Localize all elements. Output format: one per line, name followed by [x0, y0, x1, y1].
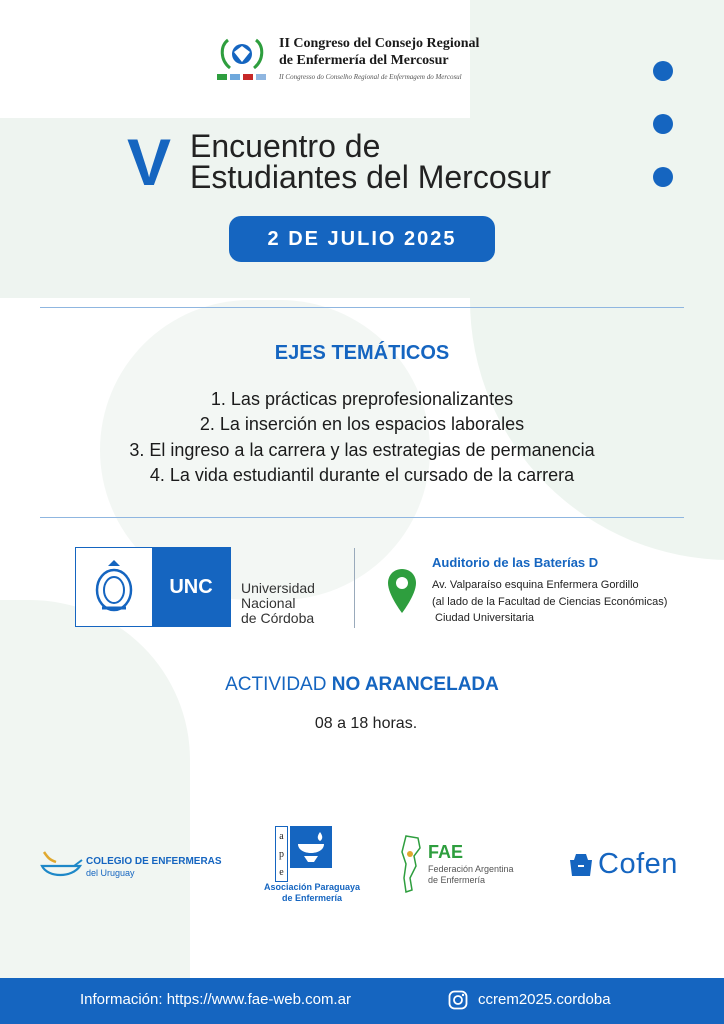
- unc-logo: [75, 547, 231, 627]
- fae-logo: [396, 834, 526, 896]
- footer-info-link[interactable]: Información: https://www.fae-web.com.ar: [80, 991, 351, 1008]
- date-badge: [229, 216, 495, 262]
- theme-item-3: 3. El ingreso a la carrera y las estrategias de permanencia: [129, 440, 595, 460]
- university-name-line1: Universidad: [241, 580, 315, 596]
- event-title-line2: Estudiantes del Mercosur: [190, 159, 552, 195]
- ape-letter-column: [275, 826, 288, 882]
- venue-name: Auditorio de las Baterías D: [432, 555, 599, 570]
- unc-badge: [152, 548, 230, 626]
- date-text: 2 DE JULIO 2025: [267, 227, 457, 250]
- activity-prefix: ACTIVIDAD: [225, 674, 327, 695]
- ape-letter-a: a: [279, 830, 284, 842]
- venue-address-line2: (al lado de la Facultad de Ciencias Económicas): [432, 595, 668, 608]
- decorative-dot-1: [653, 61, 673, 81]
- footer-instagram-handle[interactable]: ccrem2025.cordoba: [478, 991, 611, 1008]
- laurel-emblem-icon: [216, 32, 268, 76]
- ape-letter-e: e: [279, 866, 284, 878]
- flags-row: [217, 74, 269, 82]
- vertical-separator: [354, 548, 355, 628]
- theme-item-1: 1. Las prácticas preprofesionalizantes: [210, 389, 514, 409]
- venue-address: [432, 577, 667, 627]
- congress-subtitle-pt: II Congresso do Conselho Regional de Enfermagem do Mercosul: [279, 73, 462, 81]
- decorative-dot-2: [653, 114, 673, 134]
- activity-notice: [0, 674, 724, 696]
- edition-numeral: V: [127, 125, 172, 199]
- cofen-name: Cofen: [598, 848, 678, 880]
- colegio-name-line2: del Uruguay: [86, 868, 135, 878]
- congress-title: [279, 35, 479, 69]
- decorative-dot-3: [653, 167, 673, 187]
- venue-address-line3: Ciudad Universitaria: [435, 612, 535, 624]
- ape-letter-p: p: [279, 848, 284, 860]
- theme-item-4: 4. La vida estudiantil durante el cursado de la carrera: [149, 465, 575, 485]
- colegio-name-line1: COLEGIO DE ENFERMERAS: [86, 856, 222, 867]
- theme-item-2: 2. La inserción en los espacios laborales: [199, 414, 525, 434]
- background-bottom-shape: [0, 600, 190, 980]
- university-name-line2: Nacional: [241, 595, 296, 611]
- footer-bar: [0, 978, 724, 1024]
- venue-address-line1: Av. Valparaíso esquina Enfermera Gordillo: [432, 579, 639, 591]
- fae-name-line2: de Enfermería: [428, 875, 486, 885]
- fae-name-line1: Federación Argentina: [428, 864, 514, 874]
- argentina-map-icon: [396, 834, 426, 894]
- divider-middle: [40, 517, 684, 518]
- university-name-line3: de Córdoba: [241, 610, 315, 626]
- location-pin-icon: [386, 567, 418, 615]
- unc-crest: [76, 548, 152, 626]
- ape-name-line1: Asociación Paraguaya: [263, 882, 361, 892]
- activity-hours: 08 a 18 horas.: [314, 715, 418, 732]
- ape-logo: [256, 826, 368, 908]
- university-name: [241, 581, 315, 626]
- oil-lamp-icon: [38, 848, 84, 882]
- ape-lamp-icon: [290, 826, 332, 868]
- cofen-logo: [566, 848, 688, 888]
- congress-logo: [216, 32, 268, 76]
- unc-badge-text: UNC: [169, 575, 213, 598]
- unc-crest-icon: [92, 558, 136, 616]
- ape-name-line2: de Enfermería: [281, 893, 343, 903]
- congress-title-line2: de Enfermería del Mercosur: [279, 53, 449, 68]
- fae-abbreviation: FAE: [428, 842, 464, 862]
- colegio-enfermeras-logo: [38, 848, 228, 884]
- activity-emphasis: NO ARANCELADA: [331, 674, 499, 695]
- cofen-emblem-icon: [566, 850, 596, 882]
- instagram-icon: [448, 990, 468, 1010]
- divider-top: [40, 307, 684, 308]
- event-title: [190, 128, 552, 195]
- event-title-line1: Encuentro de: [190, 128, 381, 164]
- themes-heading: EJES TEMÁTICOS: [274, 342, 450, 364]
- congress-title-line1: II Congreso del Consejo Regional: [279, 36, 480, 51]
